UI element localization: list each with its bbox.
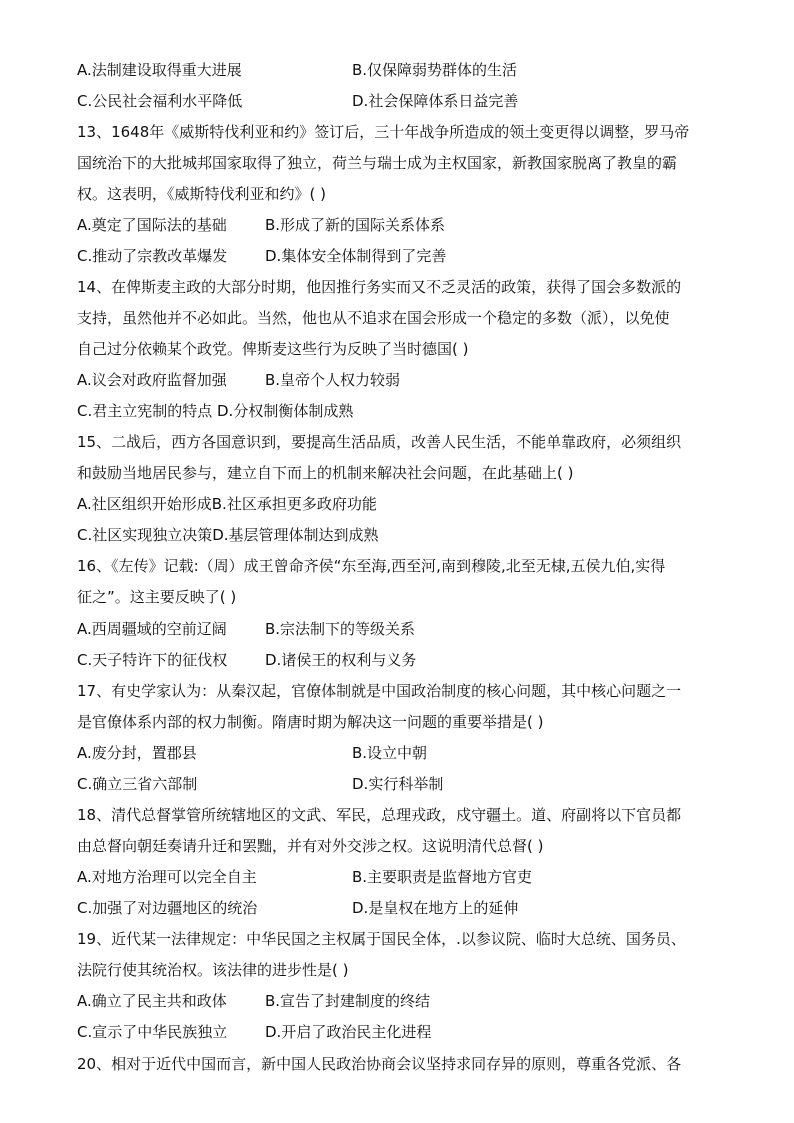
q16-stem-line2: 征之”。这主要反映了( ) <box>77 588 237 606</box>
q18-options-row2 <box>77 896 717 920</box>
q18-option-a: A.对地方治理可以完全自主 <box>77 868 257 886</box>
q13-options-row2 <box>77 244 717 268</box>
q14-options-row1 <box>77 368 717 392</box>
q18-options-row1 <box>77 865 717 889</box>
q14-stem-line2: 支持，虽然他并不必如此。当然，他也从不追求在国会形成一个稳定的多数（派），以免使 <box>77 309 670 327</box>
q20-stem-line1: 20、相对于近代中国而言，新中国人民政治协商会议坚持求同存异的原则，尊重各党派、各 <box>77 1055 682 1073</box>
q17-option-d: D.实行科举制 <box>352 775 444 793</box>
q12-option-d: D.社会保障体系日益完善 <box>352 92 519 110</box>
q16-option-b: B.宗法制下的等级关系 <box>265 620 416 638</box>
q16-option-d: D.诸侯王的权利与义务 <box>265 651 417 669</box>
q18-option-c: C.加强了对边疆地区的统治 <box>77 899 258 917</box>
q12-options-row1 <box>77 58 717 82</box>
q19-option-c: C.宣示了中华民族独立 <box>77 1023 228 1041</box>
q16-option-a: A.西周疆域的空前辽阔 <box>77 620 227 638</box>
q17-options-row1 <box>77 741 717 765</box>
q19-options-row2 <box>77 1020 717 1044</box>
q19-stem-line1: 19、近代某一法律规定：中华民国之主权属于国民全体，.以参议院、临时大总统、国务员、 <box>77 930 686 948</box>
q17-option-b: B.设立中朝 <box>352 744 428 762</box>
q16-stem-line1: 16、《左传》记载:（周）成王曾命齐侯“东至海,西至河,南到穆陵,北至无棣,五侯九伯,实得 <box>77 557 666 575</box>
q14-option-a: A.议会对政府监督加强 <box>77 371 227 389</box>
q16-options-row2 <box>77 648 717 672</box>
q14-options-row2: C.君主立宪制的特点 D.分权制衡体制成熟 <box>77 402 354 420</box>
q12-option-b: B.仅保障弱势群体的生活 <box>352 61 518 79</box>
q19-option-b: B.宣告了封建制度的终结 <box>265 992 431 1010</box>
q15-stem-line1: 15、二战后，西方各国意识到，要提高生活品质，改善人民生活，不能单靠政府，必须组织 <box>77 433 682 451</box>
q15-options-row1: A.社区组织开始形成B.社区承担更多政府功能 <box>77 495 377 513</box>
q17-stem-line1: 17、有史学家认为：从秦汉起，官僚体制就是中国政治制度的核心问题，其中核心问题之一 <box>77 682 682 700</box>
q16-options-row1 <box>77 617 717 641</box>
q13-option-d: D.集体安全体制得到了完善 <box>265 247 447 265</box>
q19-option-d: D.开启了政治民主化进程 <box>265 1023 432 1041</box>
q17-options-row2 <box>77 772 717 796</box>
q15-stem-line2: 和鼓励当地居民参与，建立自下而上的机制来解决社会问题，在此基础上( ) <box>77 464 574 482</box>
q18-option-d: D.是皇权在地方上的延伸 <box>352 899 519 917</box>
q12-options-row2 <box>77 89 717 113</box>
q14-stem-line1: 14、在俾斯麦主政的大部分时期，他因推行务实而又不乏灵活的政策，获得了国会多数派的 <box>77 278 682 296</box>
q19-stem-line2: 法院行使其统治权。该法律的进步性是( ) <box>77 961 349 979</box>
q13-option-a: A.奠定了国际法的基础 <box>77 216 227 234</box>
q18-stem-line2: 由总督向朝廷奏请升迁和罢黜，并有对外交涉之权。这说明清代总督( ) <box>77 837 544 855</box>
q14-option-b: B.皇帝个人权力较弱 <box>265 371 401 389</box>
q19-options-row1 <box>77 989 717 1013</box>
q13-stem-line3: 权。这表明，《威斯特伐利亚和约》( ) <box>77 185 326 203</box>
q13-stem-line1: 13、1648年《威斯特伐利亚和约》签订后，三十年战争所造成的领土变更得以调整，罗马帝 <box>77 123 690 141</box>
q16-option-c: C.天子特许下的征伐权 <box>77 651 228 669</box>
q12-option-c: C.公民社会福利水平降低 <box>77 92 243 110</box>
q14-stem-line3: 自己过分依赖某个政党。俾斯麦这些行为反映了当时德国( ) <box>77 340 469 358</box>
q13-option-b: B.形成了新的国际关系体系 <box>265 216 446 234</box>
q18-stem-line1: 18、清代总督掌管所统辖地区的文武、军民，总理戎政，戍守疆土。道、府副将以下官员都 <box>77 806 682 824</box>
q17-stem-line2: 是官僚体系内部的权力制衡。隋唐时期为解决这一问题的重要举措是( ) <box>77 713 544 731</box>
q18-option-b: B.主要职责是监督地方官吏 <box>352 868 533 886</box>
q17-option-c: C.确立三省六部制 <box>77 775 198 793</box>
q12-option-a: A.法制建设取得重大进展 <box>77 61 242 79</box>
q13-option-c: C.推动了宗教改革爆发 <box>77 247 228 265</box>
q13-stem-line2: 国统治下的大批城邦国家取得了独立，荷兰与瑞士成为主权国家，新教国家脱离了教皇的霸 <box>77 154 678 172</box>
q19-option-a: A.确立了民主共和政体 <box>77 992 227 1010</box>
q17-option-a: A.废分封，置郡县 <box>77 744 197 762</box>
q15-options-row2: C.社区实现独立决策D.基层管理体制达到成熟 <box>77 526 379 544</box>
q13-options-row1 <box>77 213 717 237</box>
